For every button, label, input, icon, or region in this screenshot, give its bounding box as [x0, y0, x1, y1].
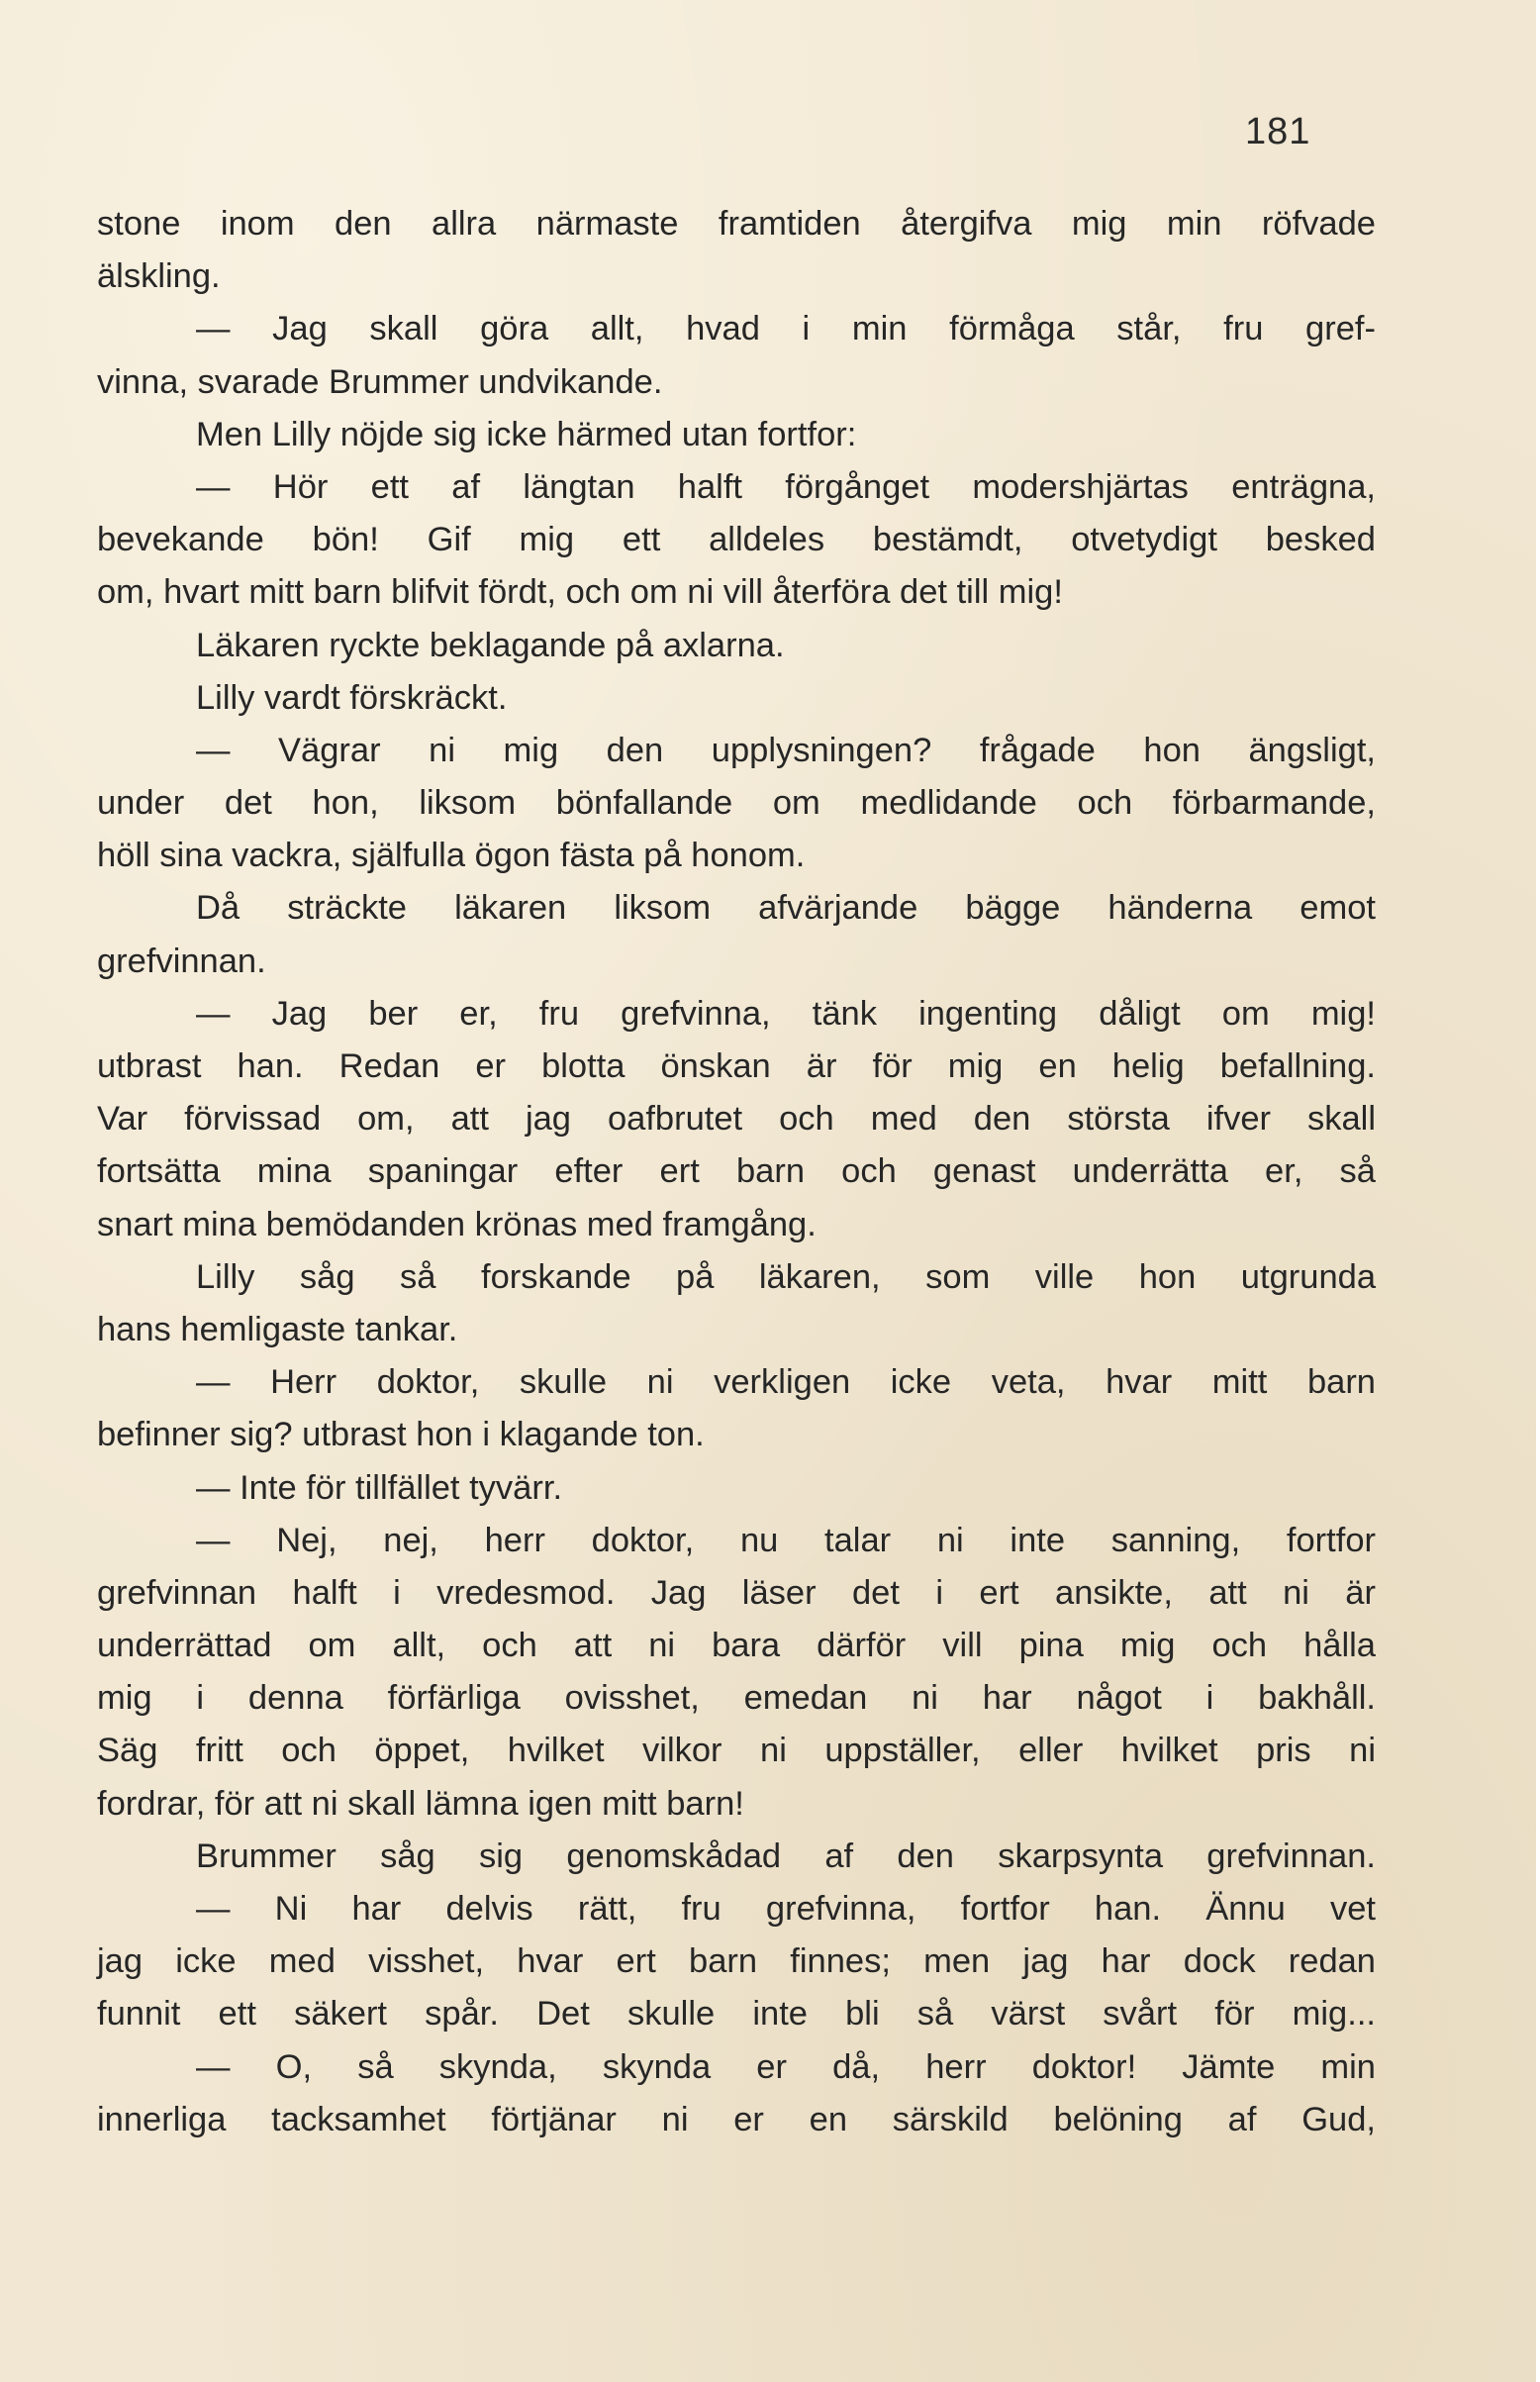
text-line: — Herr doktor, skulle ni verkligen icke veta, hvar mitt barn — [196, 1363, 1376, 1402]
text-line: mig i denna förfärliga ovisshet, emedan ni har något i bakhåll. — [97, 1679, 1376, 1718]
text-line: fortsätta mina spaningar efter ert barn och genast underrätta er, så — [97, 1152, 1376, 1191]
text-line: innerliga tacksamhet förtjänar ni er en särskild belöning af Gud, — [97, 2100, 1376, 2138]
text-line: utbrast han. Redan er blotta önskan är för mig en helig befallning. — [97, 1047, 1376, 1085]
text-line: befinner sig? utbrast hon i klagande ton. — [97, 1416, 705, 1454]
text-line: — Nej, nej, herr doktor, nu talar ni inte sanning, fortfor — [196, 1521, 1376, 1559]
text-line: Brummer såg sig genomskådad af den skarpsynta grefvinnan. — [196, 1836, 1376, 1875]
text-line: stone inom den allra närmaste framtiden återgifva mig min röfvade — [97, 205, 1376, 243]
text-line: fordrar, för att ni skall lämna igen mitt barn! — [97, 1784, 744, 1823]
text-line: — Ni har delvis rätt, fru grefvinna, fortfor han. Ännu vet — [196, 1890, 1376, 1928]
body-text — [97, 198, 1376, 2146]
text-line: jag icke med visshet, hvar ert barn finnes; men jag har dock redan — [97, 1942, 1376, 1981]
text-line: underrättad om allt, och att ni bara därför vill pina mig och hålla — [97, 1627, 1376, 1665]
text-line: älskling. — [97, 257, 221, 296]
text-line: — Hör ett af längtan halft förgånget modershjärtas enträgna, — [196, 467, 1376, 506]
text-line: Men Lilly nöjde sig icke härmed utan fortfor: — [196, 415, 857, 453]
text-line: hans hemligaste tankar. — [97, 1310, 458, 1348]
page-number: 181 — [1245, 111, 1311, 152]
text-line: Lilly vardt förskräckt. — [196, 678, 508, 717]
text-line: Var förvissad om, att jag oafbrutet och med den största ifver skall — [97, 1100, 1376, 1139]
text-line: Då sträckte läkaren liksom afvärjande bägge händerna emot — [196, 889, 1376, 928]
text-line: om, hvart mitt barn blifvit fördt, och om ni vill återföra det till mig! — [97, 573, 1063, 612]
text-line: grefvinnan halft i vredesmod. Jag läser det i ert ansikte, att ni är — [97, 1573, 1376, 1612]
text-line: snart mina bemödanden krönas med framgång. — [97, 1205, 817, 1243]
text-line: Lilly såg så forskande på läkaren, som ville hon utgrunda — [196, 1257, 1376, 1296]
text-line: — Inte för tillfället tyvärr. — [196, 1468, 563, 1507]
text-line: — Vägrar ni mig den upplysningen? frågade hon ängsligt, — [196, 731, 1376, 769]
text-line: — Jag ber er, fru grefvinna, tänk ingenting dåligt om mig! — [196, 994, 1376, 1033]
text-line: Säg fritt och öppet, hvilket vilkor ni uppställer, eller hvilket pris ni — [97, 1732, 1376, 1770]
text-line: vinna, svarade Brummer undvikande. — [97, 362, 663, 401]
text-line: funnit ett säkert spår. Det skulle inte bli så värst svårt för mig... — [97, 1995, 1376, 2034]
text-line: under det hon, liksom bönfallande om medlidande och förbarmande, — [97, 784, 1376, 823]
text-line: grefvinnan. — [97, 942, 266, 980]
text-line: — Jag skall göra allt, hvad i min förmåga står, fru gref- — [196, 310, 1376, 348]
text-line: Läkaren ryckte beklagande på axlarna. — [196, 626, 785, 664]
text-line: — O, så skynda, skynda er då, herr doktor! Jämte min — [196, 2047, 1376, 2086]
text-line: bevekande bön! Gif mig ett alldeles bestämdt, otvetydigt besked — [97, 521, 1376, 559]
page-edge — [1536, 0, 1540, 2382]
text-line: höll sina vackra, själfulla ögon fästa på honom. — [97, 837, 806, 875]
